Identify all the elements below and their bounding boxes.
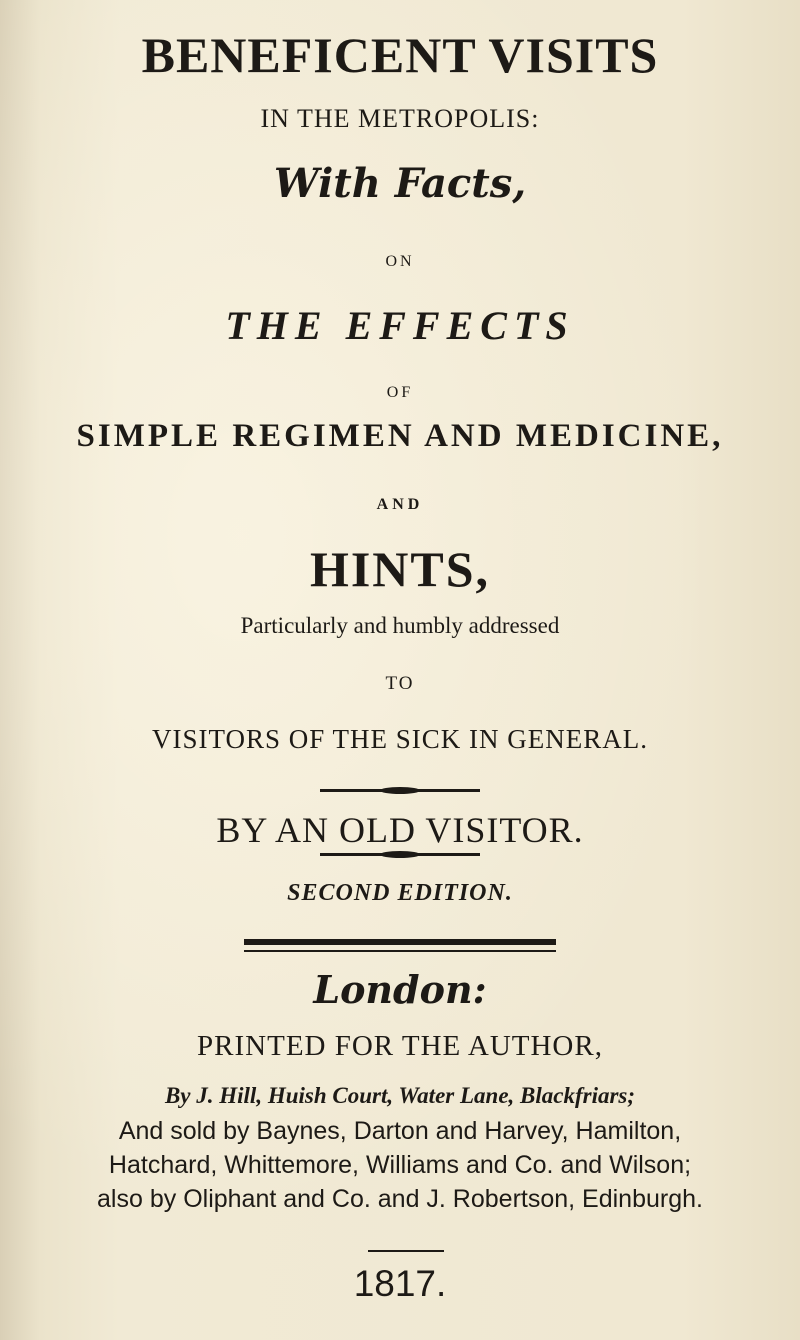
- on-line: ON: [385, 253, 415, 270]
- visitors-line: VISITORS OF THE SICK IN GENERAL.: [151, 724, 649, 754]
- effects-line: THE EFFECTS: [225, 303, 575, 348]
- imprint-sellers-2: Hatchard, Whittemore, Williams and Co. and Wilson;: [108, 1151, 692, 1179]
- and-line: AND: [376, 496, 424, 513]
- edition-line: SECOND EDITION.: [287, 880, 513, 906]
- double-rule-thick: [244, 939, 556, 945]
- regimen-line: SIMPLE REGIMEN AND MEDICINE,: [76, 418, 724, 454]
- hints-line: HINTS,: [309, 541, 491, 597]
- imprint-printer: By J. Hill, Huish Court, Water Lane, Blackfriars;: [164, 1083, 636, 1108]
- imprint-printed: PRINTED FOR THE AUTHOR,: [197, 1030, 603, 1062]
- rule-swell: [380, 851, 420, 858]
- double-rule-thin: [244, 950, 556, 952]
- of-line: OF: [386, 384, 414, 401]
- book-title: BENEFICENT VISITS: [141, 27, 659, 83]
- ornamental-rule-top: [320, 789, 480, 792]
- to-line: TO: [385, 673, 415, 694]
- author-line: BY AN OLD VISITOR.: [216, 810, 584, 850]
- with-facts-line: With Facts,: [273, 160, 527, 207]
- imprint-sellers-3: also by Oliphant and Co. and J. Robertson, Edinburgh.: [97, 1185, 703, 1213]
- imprint-year: 1817.: [353, 1263, 447, 1304]
- year-rule: [368, 1250, 444, 1252]
- ornamental-rule-middle: [320, 853, 480, 856]
- imprint-city: London:: [313, 967, 487, 1012]
- addressed-line: Particularly and humbly addressed: [240, 613, 560, 638]
- imprint-sellers-1: And sold by Baynes, Darton and Harvey, Hamilton,: [118, 1117, 682, 1145]
- rule-swell: [380, 787, 420, 794]
- book-subtitle: IN THE METROPOLIS:: [260, 104, 540, 133]
